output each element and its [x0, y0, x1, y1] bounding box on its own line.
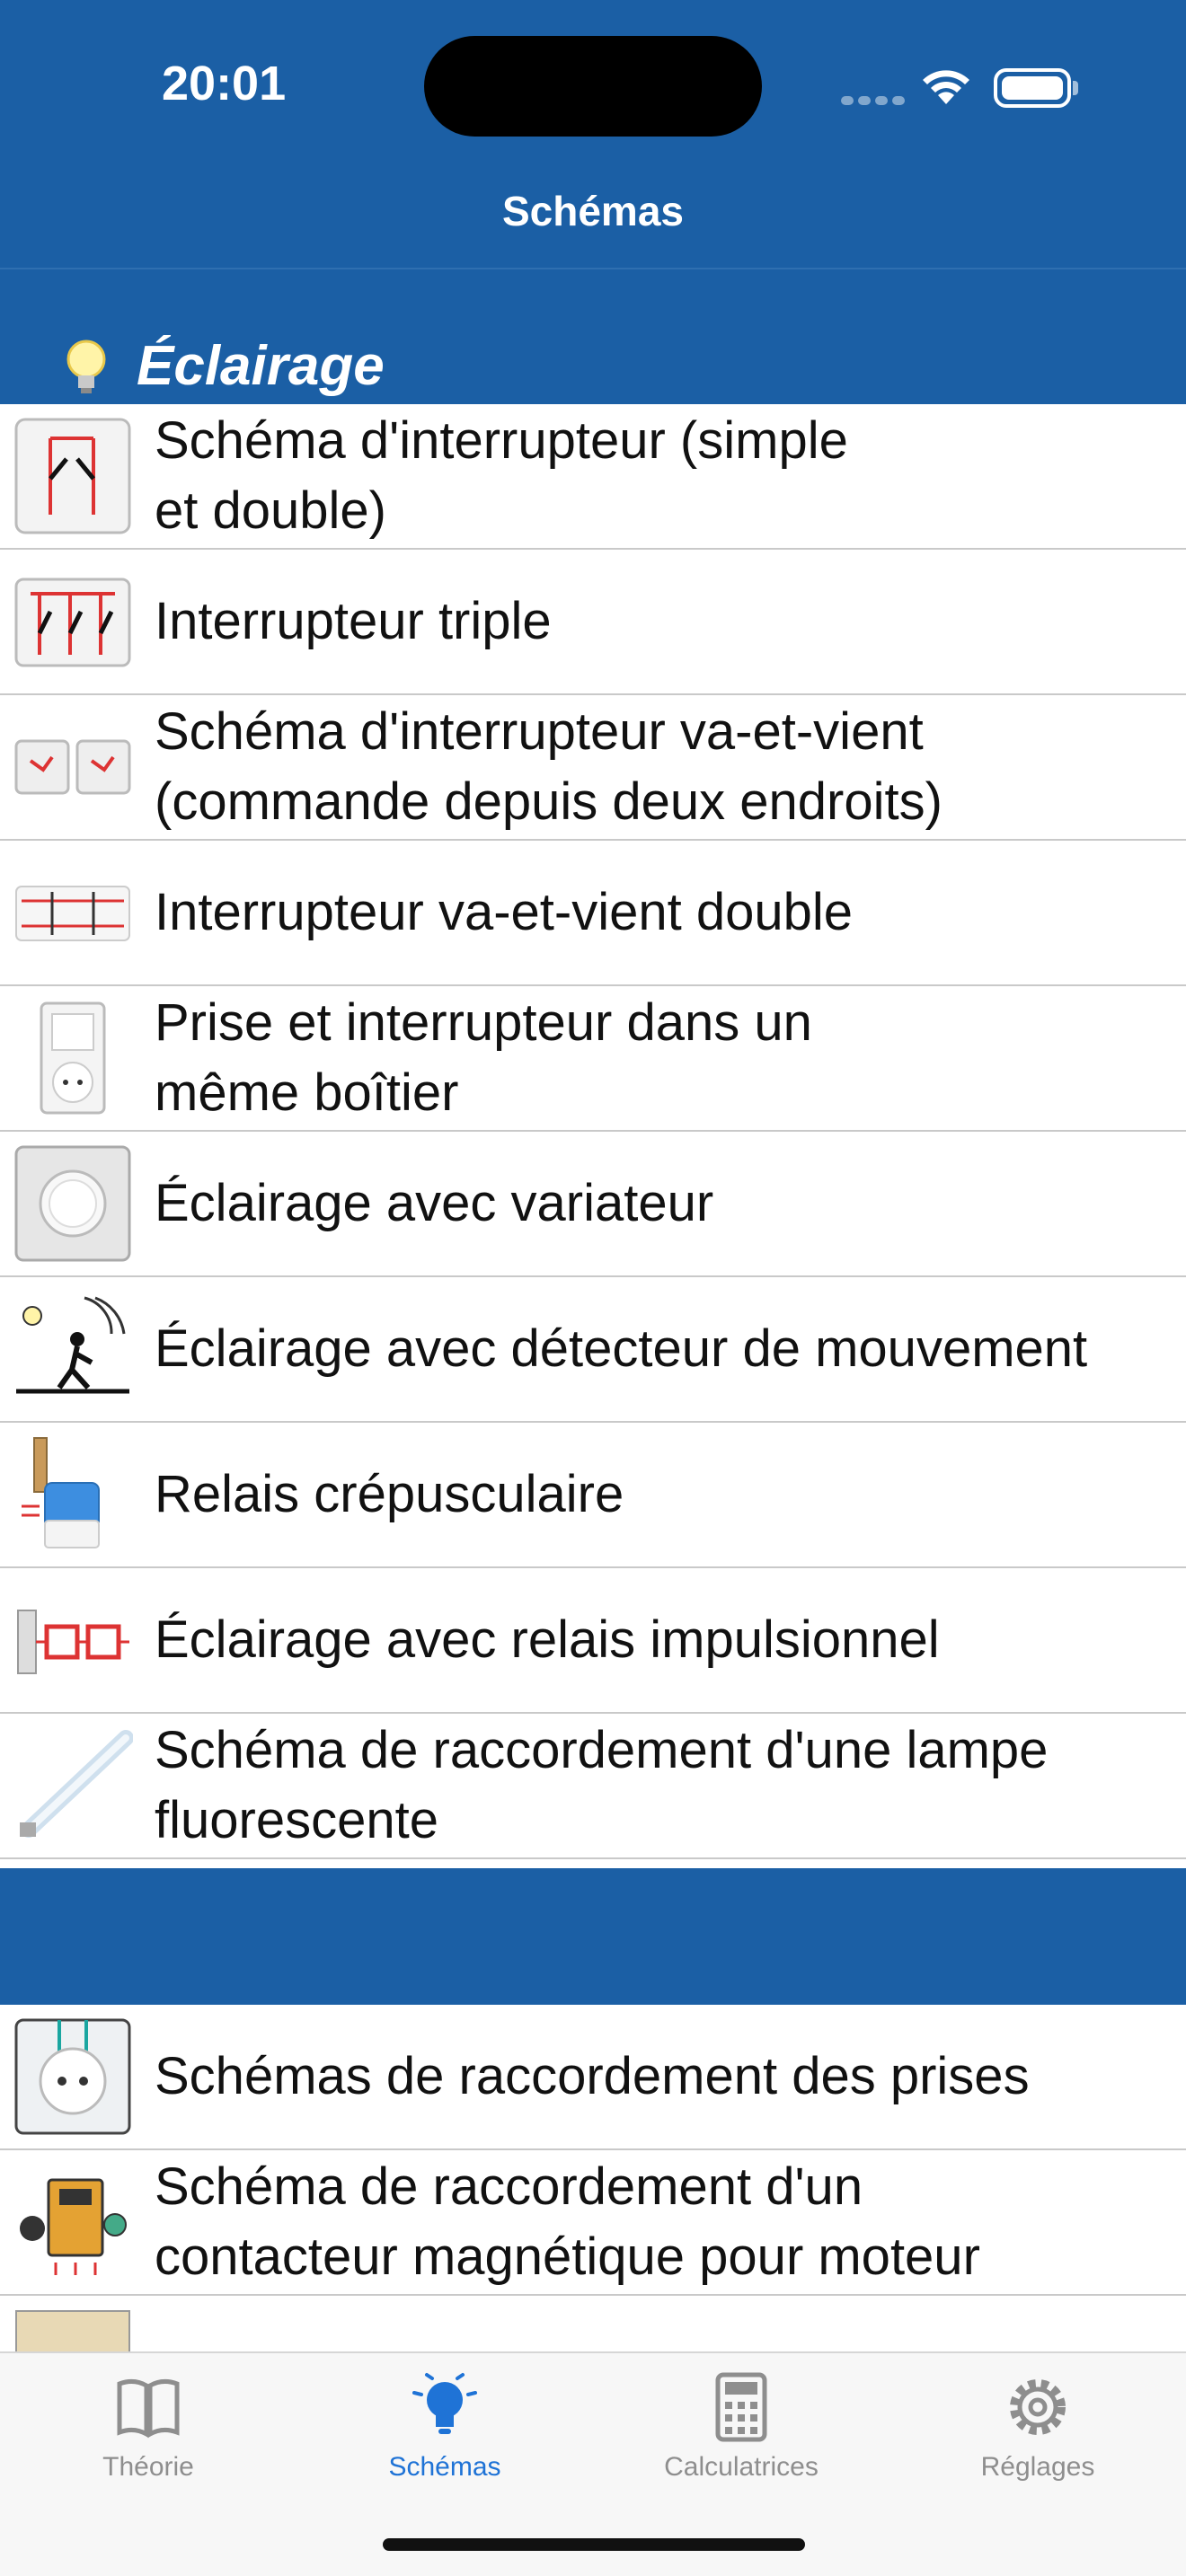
impulse-relay-icon [13, 1580, 133, 1700]
socket-switch-combo-icon [13, 998, 133, 1118]
section-header-blank [0, 1868, 1186, 2005]
motion-detector-icon [13, 1289, 133, 1409]
list-item-label: Interrupteur triple [155, 592, 552, 650]
tab-label: Schémas [388, 2452, 501, 2482]
contactor-icon [13, 2162, 133, 2282]
tab-calculatrices[interactable] [593, 2353, 890, 2515]
tab-label: Théorie [102, 2452, 194, 2482]
dimmer-icon [13, 1143, 133, 1264]
calculator-icon [705, 2371, 777, 2443]
home-indicator [383, 2538, 805, 2551]
status-bar [0, 0, 1186, 180]
list-item[interactable] [0, 2005, 1186, 2150]
gear-icon [1002, 2371, 1074, 2443]
section-header-eclairage [0, 269, 1186, 404]
dynamic-island [424, 36, 762, 137]
list-item-label: Schéma de raccordement d'un contacteur magnétique pour moteur [155, 2157, 980, 2286]
status-time: 20:01 [162, 57, 287, 110]
list-item[interactable] [0, 841, 1186, 986]
list-item-label: Prise et interrupteur dans un même boîtier [155, 993, 812, 1122]
tab-theorie[interactable] [0, 2353, 296, 2515]
list-item[interactable] [0, 1568, 1186, 1714]
tab-label: Calculatrices [664, 2452, 819, 2482]
book-icon [112, 2371, 184, 2443]
list-item-label: Éclairage avec relais impulsionnel [155, 1610, 940, 1669]
list-item[interactable] [0, 1423, 1186, 1568]
list-item[interactable] [0, 1277, 1186, 1423]
list-item-label: Éclairage avec variateur [155, 1174, 714, 1232]
two-way-switch-icon [13, 707, 133, 827]
list-item[interactable] [0, 1714, 1186, 1859]
double-two-way-switch-icon [13, 852, 133, 973]
list-item[interactable] [0, 2150, 1186, 2296]
list-item-label: Éclairage avec détecteur de mouvement [155, 1319, 1088, 1378]
list-item[interactable] [0, 695, 1186, 841]
lightbulb-icon [409, 2371, 481, 2443]
wifi-icon [918, 65, 974, 106]
list-item[interactable] [0, 1132, 1186, 1277]
section-title: Éclairage [137, 335, 385, 397]
list-item-label: Schéma d'interrupteur va-et-vient (commande depuis deux endroits) [155, 702, 943, 831]
tab-label: Réglages [980, 2452, 1095, 2482]
tab-schemas[interactable] [296, 2353, 593, 2515]
tab-reglages[interactable] [890, 2353, 1186, 2515]
twilight-relay-icon [13, 1434, 133, 1555]
list-item-label: Schémas de raccordement des prises [155, 2047, 1030, 2105]
fluorescent-lamp-icon [13, 1725, 133, 1846]
socket-icon [13, 2016, 133, 2137]
lightbulb-icon [59, 336, 113, 399]
list-item-label: Schéma d'interrupteur (simple et double) [155, 411, 848, 540]
page-title: Schémas [0, 180, 1186, 269]
list-item[interactable] [0, 550, 1186, 695]
battery-icon [994, 68, 1071, 108]
list-item-label: Interrupteur va-et-vient double [155, 883, 853, 941]
triple-switch-icon [13, 561, 133, 682]
list-item[interactable] [0, 404, 1186, 550]
list-item-label: Schéma de raccordement d'une lampe fluorescente [155, 1721, 1049, 1849]
list-item-label: Relais crépusculaire [155, 1465, 624, 1523]
cellular-signal-icon [841, 93, 909, 110]
list-item[interactable] [0, 986, 1186, 1132]
single-double-switch-icon [13, 416, 133, 536]
